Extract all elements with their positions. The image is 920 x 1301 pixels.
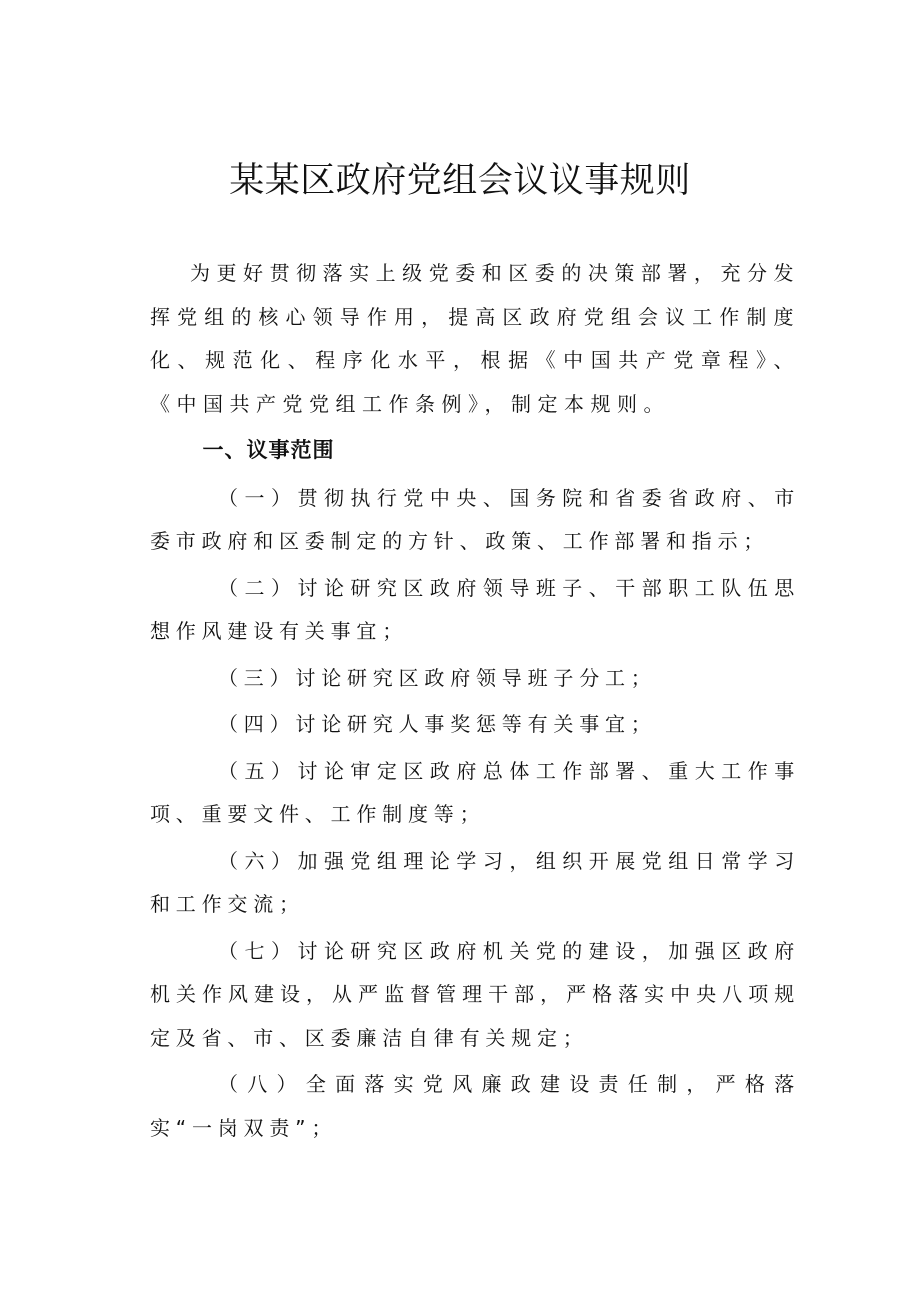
document-title: 某某区政府党组会议议事规则: [229, 161, 691, 201]
list-item: （三）讨论研究区政府领导班子分工；: [218, 665, 657, 690]
list-item: （四）讨论研究人事奖惩等有关事宜；: [218, 712, 657, 736]
list-item: （六）加强党组理论学习，组织开展党组日常学习和工作交流；: [150, 848, 800, 916]
list-item: （八）全面落实党风廉政建设责任制，严格落实“一岗双责”；: [150, 1072, 800, 1140]
list-item: （二）讨论研究区政府领导班子、干部职工队伍思想作风建设有关事宜；: [150, 575, 800, 643]
section-heading: 一、议事范围: [202, 438, 335, 462]
document-body: [150, 252, 800, 1150]
list-item: （一）贯彻执行党中央、国务院和省委省政府、市委市政府和区委制定的方针、政策、工作部署和指示；: [150, 485, 800, 553]
intro-paragraph: 为更好贯彻落实上级党委和区委的决策部署，充分发挥党组的核心领导作用，提高区政府党组会议工作制度化、规范化、程序化水平，根据《中国共产党章程》、《中国共产党党组工作条例》，制定本规则。: [150, 261, 800, 416]
list-item: （七）讨论研究区政府机关党的建设，加强区政府机关作风建设，从严监督管理干部，严格落实中央八项规定及省、市、区委廉洁自律有关规定；: [150, 938, 800, 1050]
list-item: （五）讨论审定区政府总体工作部署、重大工作事项、重要文件、工作制度等；: [150, 758, 800, 826]
